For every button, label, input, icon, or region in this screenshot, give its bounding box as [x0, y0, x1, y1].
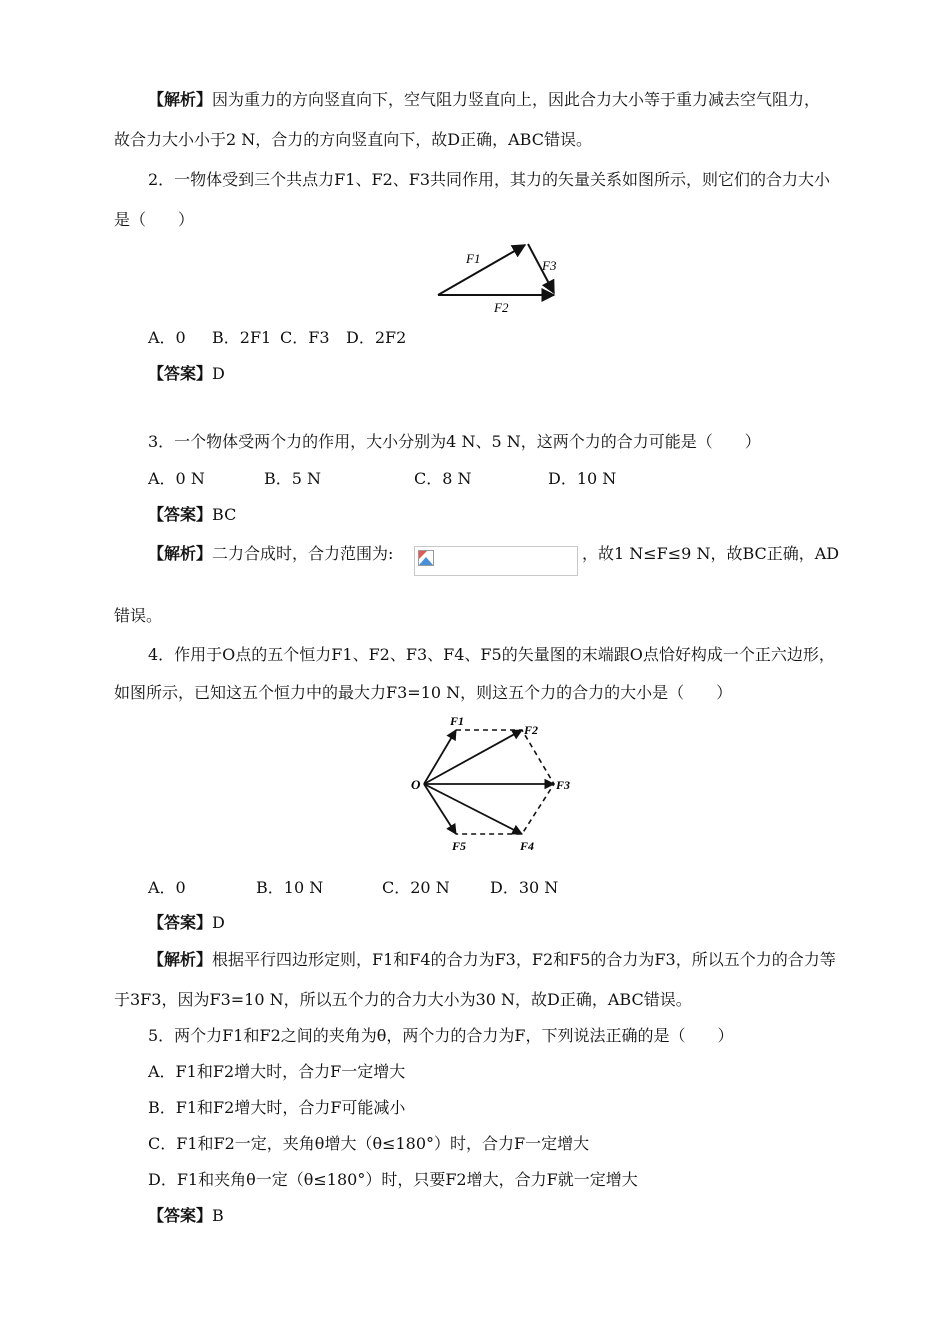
- q4-f4-arrow: [424, 784, 522, 834]
- q3-option-b: B．5 N: [264, 469, 322, 488]
- q3-stem: 3．一个物体受两个力的作用，大小分别为4 N、5 N，这两个力的合力可能是（ ）: [148, 432, 761, 451]
- q4-f2-arrow: [424, 730, 522, 784]
- q3-options: [148, 469, 616, 489]
- q2-label-f3: F3: [542, 258, 557, 273]
- q4-stem-line1: 4．作用于O点的五个恒力F1、F2、F3、F4、F5的矢量图的末端跟O点恰好构成一个正六边形，: [148, 645, 835, 664]
- q2-label-f2: F2: [494, 300, 509, 315]
- q5-stem: 5．两个力F1和F2之间的夹角为θ，两个力的合力为F，下列说法正确的是（ ）: [148, 1026, 734, 1045]
- q4-answer: 【答案】D: [148, 913, 225, 932]
- q2-option-c: C．F3: [280, 328, 330, 347]
- q2-option-d: D．2F2: [346, 328, 407, 347]
- q2-f1-arrow: [438, 245, 525, 295]
- q4-option-b: B．10 N: [256, 878, 324, 897]
- q5-option-d: D．F1和夹角θ一定（θ≤180°）时，只要F2增大，合力F就一定增大: [148, 1170, 638, 1189]
- q4-hexagon-figure: [410, 712, 580, 854]
- q5-option-a: A．F1和F2增大时，合力F一定增大: [148, 1062, 406, 1081]
- q4-label-f1: F1: [450, 714, 465, 728]
- broken-formula-image: [414, 546, 578, 576]
- q4-option-d: D．30 N: [490, 878, 559, 897]
- q2-answer: 【答案】D: [148, 364, 225, 383]
- q4-label-f4: F4: [520, 839, 535, 853]
- q3-analysis-post: ，故1 N≤F≤9 N，故BC正确，AD: [582, 544, 840, 563]
- q4-analysis-line2: 于3F3，因为F3=10 N，所以五个力的合力大小为30 N，故D正确，ABC错误。: [114, 990, 692, 1009]
- q1-analysis-line2: 故合力大小小于2 N，合力的方向竖直向下，故D正确，ABC错误。: [114, 130, 592, 149]
- broken-image-icon: [418, 550, 434, 566]
- q3-analysis-pre: 【解析】二力合成时，合力范围为:: [148, 544, 394, 563]
- q2-stem-line1: 2．一物体受到三个共点力F1、F2、F3共同作用，其力的矢量关系如图所示，则它们的合力大小: [148, 170, 831, 189]
- q4-analysis-line1: 【解析】根据平行四边形定则，F1和F4的合力为F3，F2和F5的合力为F3，所以五个力的合力等: [148, 950, 836, 969]
- q4-option-a: A．0: [148, 878, 186, 897]
- q2-vector-triangle-figure: [430, 235, 570, 320]
- q4-options: [148, 878, 558, 898]
- q5-answer: 【答案】B: [148, 1206, 224, 1225]
- q4-label-o: O: [411, 777, 421, 792]
- q3-option-d: D．10 N: [548, 469, 617, 488]
- q3-analysis-line2: 错误。: [114, 606, 163, 625]
- q2-option-b: B．2F1: [212, 328, 272, 347]
- q2-options: [148, 328, 406, 348]
- q4-label-f3: F3: [556, 778, 571, 792]
- q4-stem-line2: 如图所示，已知这五个恒力中的最大力F3=10 N，则这五个力的合力的大小是（ ）: [114, 683, 733, 702]
- q3-option-a: A．0 N: [148, 469, 205, 488]
- q4-hexagon-dashed-edges: [456, 730, 554, 834]
- q2-label-f1: F1: [466, 251, 481, 266]
- q3-answer: 【答案】BC: [148, 505, 237, 524]
- q2-option-a: A．0: [148, 328, 186, 347]
- q4-label-f5: F5: [452, 839, 467, 853]
- q2-stem-line2: 是（ ）: [114, 210, 195, 229]
- analysis-tag: 【解析】: [148, 90, 213, 109]
- q3-option-c: C．8 N: [414, 469, 472, 488]
- q4-option-c: C．20 N: [382, 878, 450, 897]
- q5-option-c: C．F1和F2一定，夹角θ增大（θ≤180°）时，合力F一定增大: [148, 1134, 590, 1153]
- q5-option-b: B．F1和F2增大时，合力F可能减小: [148, 1098, 406, 1117]
- q1-analysis-line1: 【解析】因为重力的方向竖直向下，空气阻力竖直向上，因此合力大小等于重力减去空气阻力，: [148, 90, 821, 109]
- q4-label-f2: F2: [524, 723, 539, 737]
